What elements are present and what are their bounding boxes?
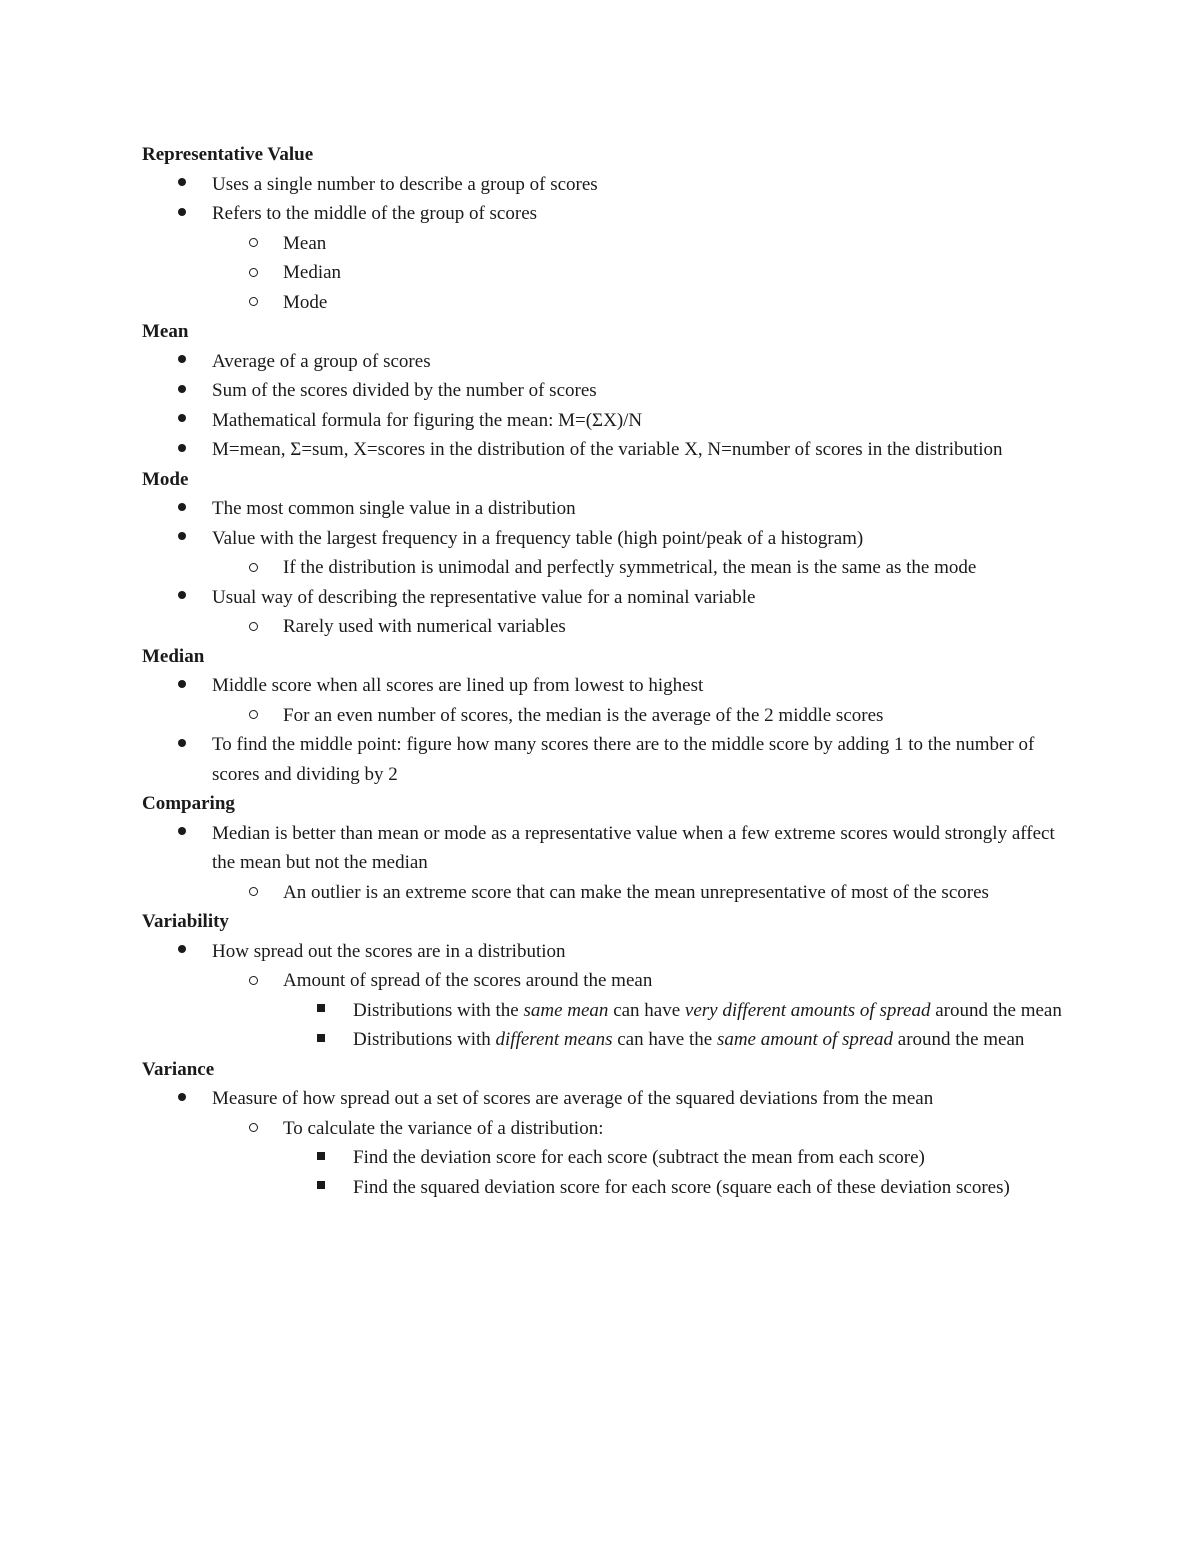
list-item-text: Average of a group of scores xyxy=(212,350,431,372)
bullet-dot-icon xyxy=(178,937,186,967)
bullet-dot-icon xyxy=(178,406,186,436)
list-item-text xyxy=(353,996,1062,1026)
list-item xyxy=(142,1084,1062,1114)
bullet-circle-icon xyxy=(249,1114,258,1144)
bullet-dot-icon xyxy=(178,494,186,524)
list-item xyxy=(142,1143,1062,1173)
bullet-circle-icon xyxy=(249,288,258,318)
emphasis-text: same amount of spread xyxy=(716,1029,894,1050)
bullet-list xyxy=(142,671,1062,789)
bullet-dot-icon xyxy=(178,671,186,701)
bullet-circle-icon xyxy=(249,612,258,642)
list-item xyxy=(142,937,1062,967)
bullet-circle-icon xyxy=(249,553,258,583)
bullet-dot-icon xyxy=(178,435,186,465)
bullet-list xyxy=(142,819,1062,908)
section-heading-variance: Variance xyxy=(142,1058,215,1080)
bullet-list xyxy=(142,1084,1062,1202)
list-item-text: The most common single value in a distribution xyxy=(212,498,576,519)
bullet-dot-icon xyxy=(178,1084,186,1114)
list-item-text: Refers to the middle of the group of scores xyxy=(212,203,538,224)
list-item xyxy=(142,583,1062,613)
list-item xyxy=(142,819,1062,878)
emphasis-text: different means xyxy=(495,1029,613,1050)
text-run: Distributions with the xyxy=(353,999,524,1021)
list-item-text: Value with the largest frequency in a frequency table (high point/peak of a histogram) xyxy=(212,527,864,549)
list-item xyxy=(142,701,1062,731)
list-item-text: Mean xyxy=(283,232,327,254)
bullet-square-icon xyxy=(317,996,325,1026)
list-item-text xyxy=(353,1025,1062,1055)
bullet-square-icon xyxy=(317,1173,325,1203)
list-item xyxy=(142,258,1062,288)
bullet-circle-icon xyxy=(249,258,258,288)
list-item xyxy=(142,376,1062,406)
bullet-circle-icon xyxy=(249,701,258,731)
bullet-square-icon xyxy=(317,1143,325,1173)
notes-content xyxy=(142,140,1062,1202)
text-run: Distributions with xyxy=(353,1029,496,1050)
list-item xyxy=(142,288,1062,318)
list-item xyxy=(142,878,1062,908)
bullet-dot-icon xyxy=(178,819,186,849)
list-item xyxy=(142,435,1062,465)
list-item-text: If the distribution is unimodal and perfectly symmetrical, the mean is the same as the mode xyxy=(283,557,977,578)
list-item xyxy=(142,671,1062,701)
text-run: can have xyxy=(608,999,685,1021)
emphasis-text: very different amounts of spread xyxy=(684,999,931,1021)
emphasis-text: same mean xyxy=(523,999,609,1021)
list-item xyxy=(142,612,1062,642)
list-item-text: Middle score when all scores are lined up from lowest to highest xyxy=(212,675,704,696)
list-item-text: To calculate the variance of a distribution: xyxy=(283,1117,604,1139)
bullet-dot-icon xyxy=(178,347,186,377)
section-heading-mean: Mean xyxy=(142,321,189,342)
list-item-text: An outlier is an extreme score that can make the mean unrepresentative of most of the scores xyxy=(283,881,989,903)
section-heading-variability: Variability xyxy=(142,911,229,932)
bullet-dot-icon xyxy=(178,583,186,613)
section-heading-comparing: Comparing xyxy=(142,793,235,814)
list-item xyxy=(142,347,1062,377)
text-run: can have the xyxy=(612,1029,717,1050)
bullet-dot-icon xyxy=(178,730,186,760)
list-item xyxy=(142,966,1062,996)
list-item-text: Sum of the scores divided by the number of scores xyxy=(212,380,597,401)
bullet-list xyxy=(142,937,1062,1055)
list-item xyxy=(142,494,1062,524)
bullet-list xyxy=(142,347,1062,465)
list-item-text: Median xyxy=(283,262,342,283)
bullet-list xyxy=(142,170,1062,318)
bullet-list xyxy=(142,494,1062,642)
text-run: around the mean xyxy=(930,999,1062,1021)
list-item-text: Mathematical formula for figuring the mean: M=(ΣX)/N xyxy=(212,409,643,431)
list-item-text: Find the squared deviation score for each score (square each of these deviation scores) xyxy=(353,1176,1010,1198)
list-item-text: Mode xyxy=(283,291,328,313)
list-item-text: M=mean, Σ=sum, X=scores in the distribution of the variable X, N=number of scores in the distribution xyxy=(212,439,1003,460)
list-item-text: Measure of how spread out a set of scores are average of the squared deviations from the mean xyxy=(212,1088,934,1109)
list-item xyxy=(142,553,1062,583)
list-item xyxy=(142,229,1062,259)
list-item-text: How spread out the scores are in a distribution xyxy=(212,940,566,962)
list-item-text: Amount of spread of the scores around the mean xyxy=(283,970,653,991)
list-item xyxy=(142,524,1062,554)
list-item xyxy=(142,170,1062,200)
bullet-dot-icon xyxy=(178,524,186,554)
bullet-dot-icon xyxy=(178,376,186,406)
list-item xyxy=(142,730,1062,789)
list-item-text: Rarely used with numerical variables xyxy=(283,616,566,637)
bullet-square-icon xyxy=(317,1025,325,1055)
list-item-text: For an even number of scores, the median is the average of the 2 middle scores xyxy=(283,704,884,726)
section-heading-representative-value: Representative Value xyxy=(142,144,314,165)
list-item xyxy=(142,406,1062,436)
list-item xyxy=(142,1114,1062,1144)
list-item xyxy=(142,996,1062,1026)
list-item xyxy=(142,1173,1062,1203)
section-heading-mode: Mode xyxy=(142,468,189,490)
list-item xyxy=(142,1025,1062,1055)
list-item xyxy=(142,199,1062,229)
bullet-dot-icon xyxy=(178,199,186,229)
bullet-circle-icon xyxy=(249,229,258,259)
list-item-text: Usual way of describing the representative value for a nominal variable xyxy=(212,586,756,608)
bullet-dot-icon xyxy=(178,170,186,200)
list-item-text: To find the middle point: figure how many scores there are to the middle score by adding 1 to the number of scores and dividing by 2 xyxy=(212,734,1035,785)
section-heading-median: Median xyxy=(142,645,205,667)
bullet-circle-icon xyxy=(249,966,258,996)
list-item-text: Uses a single number to describe a group of scores xyxy=(212,173,598,195)
bullet-circle-icon xyxy=(249,878,258,908)
list-item-text: Find the deviation score for each score (subtract the mean from each score) xyxy=(353,1147,925,1168)
text-run: around the mean xyxy=(893,1029,1025,1050)
list-item-text: Median is better than mean or mode as a representative value when a few extreme scores would strongly affect the mean but not the median xyxy=(212,822,1055,873)
